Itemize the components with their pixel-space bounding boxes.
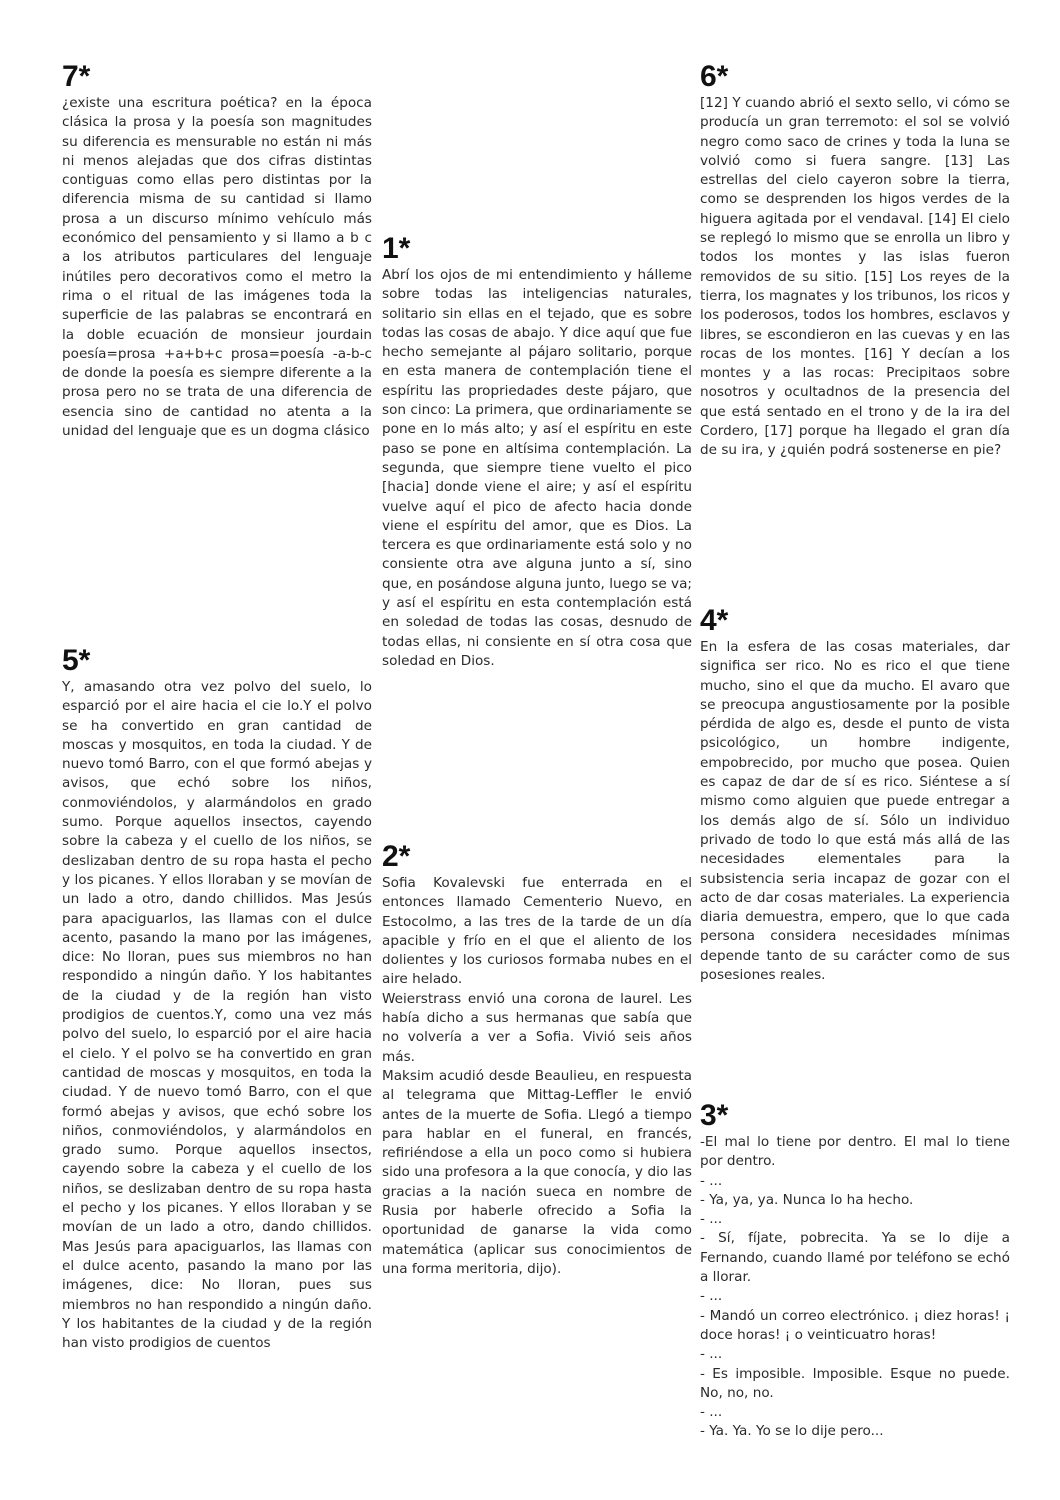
section-heading: 4* <box>700 604 729 637</box>
dialog-line: - Es imposible. Imposible. Esque no puede. No, no, no. <box>700 1365 1010 1401</box>
section-3 <box>700 1101 1010 1442</box>
dialog-body <box>700 1133 1010 1442</box>
section-heading: 6* <box>700 60 729 93</box>
section-5 <box>62 646 372 1353</box>
section-body <box>382 874 692 1279</box>
paragraph: Maksim acudió desde Beaulieu, en respuesta al telegrama que Mittag-Leffler le envió antes de la muerte de Sofia. Llegó a tiempo para hablar en el funeral, en francés, refiriéndose a ella un poco como si hubiera sido una profesora a la que conocía, y dio las gracias a la nación sueca en nombre de Rusia por haberle ofrecido a Sofia la oportunidad de ganarse la vida como matemática (aplicar sus conocimientos de una forma meritoria, dijo). <box>382 1067 692 1277</box>
dialog-line: -El mal lo tiene por dentro. El mal lo tiene por dentro. <box>700 1134 1010 1170</box>
section-body: [12] Y cuando abrió el sexto sello, vi cómo se producía un gran terremoto: el sol se volvió negro como saco de crines y toda la luna se volvió como si fuera sangre. [13] Las estrellas del cielo cayeron sobre la tierra, como se desprenden los higos verdes de la higuera agitada por el vendaval. [14] El cielo se replegó lo mismo que se enrolla un libro y todos los montes y las islas fueron removidos de su sitio. [15] Los reyes de la tierra, los magnates y los tribunos, los ricos y los poderosos, todos los hombres, esclavos y libres, se escondieron en las cuevas y en las rocas de los montes. [16] Y decían a los montes y a las rocas: Precipitaos sobre nosotros y ocultadnos de la presencia del que está sentado en el trono y de la ira del Cordero, [17] porque ha llegado el gran día de su ira, y ¿quién podrá sostenerse en pie? <box>700 95 1010 459</box>
section-2 <box>382 842 692 1279</box>
section-body: En la esfera de las cosas materiales, dar significa ser rico. No es rico el que tiene mucho, sino el que da mucho. El avaro que se preocupa angustiosamente por la posible pérdida de algo es, desde el punto de vista psicológico, un hombre indigente, empobrecido, por mucho que posea. Quien es capaz de dar de sí es rico. Siéntese a sí mismo como alguien que puede entregar a los demás algo de sí. Sólo un individuo privado de todo lo que está más allá de las necesidades elementales para la subsistencia seria incapaz de gozar con el acto de dar cosas materiales. La experiencia diaria demuestra, empero, que lo que cada persona considera necesidades mínimas depende tanto de su carácter como de sus posesiones reales. <box>700 639 1010 984</box>
dialog-line: - ... <box>700 1288 723 1305</box>
section-heading: 5* <box>62 644 91 677</box>
paragraph: Weierstrass envió una corona de laurel. Les había dicho a sus hermanas que sabía que no volvería a ver a Sofia. Vivió seis años más. <box>382 990 692 1065</box>
dialog-line: - ... <box>700 1404 723 1421</box>
paragraph: Sofia Kovalevski fue enterrada en el entonces llamado Cementerio Nuevo, en Estocolmo, a las tres de la tarde de un día apacible y frío en el que el aliento de los dolientes y los curiosos formaba nubes en el aire helado. <box>382 875 692 988</box>
section-heading: 7* <box>62 60 91 93</box>
section-heading: 3* <box>700 1099 729 1132</box>
section-body: ¿existe una escritura poética? en la época clásica la prosa y la poesía son magnitudes su diferencia es mensurable no están ni más ni menos alejadas que dos cifras distintas contiguas como ellas pero distintas por la diferencia misma de su cantidad si llamo prosa a un discurso mínimo vehículo más económico del pensamiento y si llamo a b c a los atributos particulares del lenguaje inútiles pero decorativos como el metro la rima o el ritual de las imágenes toda la superficie de las palabras se encontrará en la doble ecuación de monsieur jourdain poesía=prosa +a+b+c prosa=poesía -a-b-c de donde la poesía es siempre diferente a la prosa pero no se trata de una diferencia de esencia sino de cantidad no atenta a la unidad del lenguaje que es un dogma clásico <box>62 95 372 440</box>
dialog-line: - Ya, ya, ya. Nunca lo ha hecho. <box>700 1191 914 1208</box>
section-body: Y, amasando otra vez polvo del suelo, lo esparció por el aire hacia el cie lo.Y el polvo se ha convertido en gran cantidad de moscas y mosquitos, en toda la ciudad. Y de nuevo tomó Barro, con el que formó abejas y avisos, que echó sobre los niños, conmoviéndolos, y alarmándolos en grado sumo. Porque aquellos insectos, cayendo sobre la cabeza y el cuello de los niños, se deslizaban dentro de su ropa hasta el pecho y los picanes. Y ellos lloraban y se movían de un lado a otro, dando chillidos. Mas Jesús para apaciguarlos, las llamas con el dulce acento, pasando la mano por las imágenes, dice: No lloran, pues sus miembros no han respondido a ningún daño. Y los habitantes de la ciudad y de la región han visto prodigios de cuentos.Y, como una vez más polvo del suelo, lo esparció por el aire hacia el cielo. Y el polvo se ha convertido en gran cantidad de moscas y mosquitos, en toda la ciudad. Y de nuevo tomó Barro, con el que formó abejas y avisos, que echó sobre los niños, conmoviéndolos, y alarmándolos en grado sumo. Porque aquellos insectos, cayendo sobre la cabeza y el cuello de los niños, se deslizaban dentro de su ropa hasta el pecho y los picanes. Y ellos lloraban y se movían de un lado a otro, dando chillidos. Mas Jesús para apaciguarlos, las llamas con el dulce acento, pasando la mano por las imágenes, dice: No lloran, pues sus miembros no han respondido a ningún daño. Y los habitantes de la ciudad y de la región han visto prodigios de cuentos <box>62 679 372 1352</box>
dialog-line: - Mandó un correo electrónico. ¡ diez horas! ¡ doce horas! ¡ o veinticuatro horas! <box>700 1307 1010 1343</box>
section-4 <box>700 606 1010 985</box>
section-heading: 1* <box>382 232 411 265</box>
dialog-line: - Ya. Ya. Yo se lo dije pero... <box>700 1423 884 1440</box>
dialog-line: - ... <box>700 1346 723 1363</box>
section-6 <box>700 62 1010 461</box>
section-heading: 2* <box>382 840 411 873</box>
section-body: Abrí los ojos de mi entendimiento y hálleme sobre todas las inteligencias naturales, solitario sin ellas en el tejado, que es sobre todas las cosas de abajo. Y dice aquí que fue hecho semejante al pájaro solitario, porque en esta manera de contemplación tiene el espíritu las propriedades deste pájaro, que son cinco: La primera, que ordinariamente se pone en lo más alto; y así el espíritu en este paso se pone en altísima contemplación. La segunda, que siempre tiene vuelto el pico [hacia] donde viene el aire; y así el espíritu vuelve aquí el pico de afecto hacia donde viene el espíritu del amor, que es Dios. La tercera es que ordinariamente está solo y no consiente otra ave alguna junto a sí, sino que, en posándose alguna junto, luego se va; y así el espíritu en esta contemplación está en soledad de todas las cosas, desnudo de todas ellas, ni consiente en sí otra cosa que soledad en Dios. <box>382 267 692 669</box>
dialog-line: - Sí, fíjate, pobrecita. Ya se lo dije a Fernando, cuando llamé por teléfono se echó a llorar. <box>700 1230 1010 1286</box>
dialog-line: - ... <box>700 1211 723 1228</box>
section-7 <box>62 62 372 441</box>
dialog-line: - ... <box>700 1172 723 1189</box>
section-1 <box>382 234 692 671</box>
